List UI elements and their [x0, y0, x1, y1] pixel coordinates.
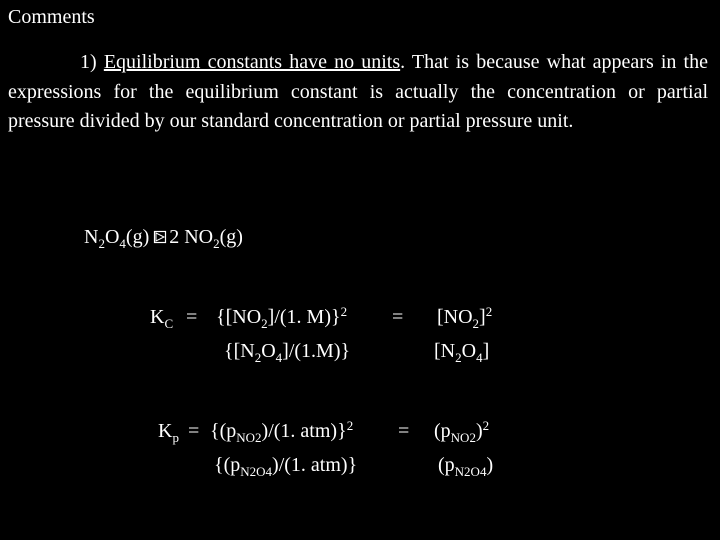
explanation-text: . That is because what appears in the expressions for the equilibrium constant is actually the concentration or partial pressure divided by our standard concentration or partial pressure unit. [8, 51, 708, 132]
kc-equals-1: = [186, 306, 198, 328]
kp-num-close: )/(1. atm)} [261, 420, 347, 442]
kc-equals-2: = [392, 306, 404, 328]
kc-rnum-open: [NO [437, 306, 473, 328]
kc-rnum-sub: 2 [472, 316, 480, 331]
kc-den-sub2: 4 [275, 350, 283, 365]
kp-denominator [214, 454, 357, 477]
kp-label [158, 420, 179, 443]
kc-label [150, 306, 173, 329]
product-phase: (g) [219, 226, 243, 248]
kc-rden-sub1: 2 [455, 350, 462, 365]
kc-denominator [224, 340, 350, 363]
equilibrium-arrow-icon [153, 230, 167, 244]
kc-rden-sub2: 4 [476, 350, 483, 365]
kp-num-open: {(p [210, 420, 237, 442]
kp-rnum-close: ) [475, 420, 483, 442]
slide-title: Comments [8, 6, 95, 28]
reactant-sub-2: 2 [98, 236, 105, 251]
kp-rden-open: (p [438, 454, 455, 476]
kc-result-denominator [434, 340, 489, 363]
kc-num-exp: 2 [340, 304, 348, 319]
reactant-sub-4: 4 [119, 236, 126, 251]
kc-rnum-exp: 2 [485, 304, 493, 319]
kc-k: K [150, 306, 165, 328]
kp-rden-sub: N2O4 [454, 464, 487, 479]
kp-k: K [158, 420, 173, 442]
kp-num-sub: NO2 [236, 430, 262, 445]
underlined-statement: Equilibrium constants have no units [103, 51, 401, 73]
kc-numerator [216, 306, 347, 329]
kc-den-mid: O [261, 340, 276, 362]
point-number: 1) [80, 51, 97, 73]
kc-sub: C [164, 316, 174, 331]
kc-rnum-close: ] [479, 306, 486, 328]
kc-rden-close: ] [482, 340, 490, 362]
kc-den-close: ]/(1.M)} [282, 340, 351, 362]
kp-equals-2: = [398, 420, 410, 442]
kc-rden-open: [N [434, 340, 456, 362]
kc-den-sub1: 2 [254, 350, 262, 365]
reactant-phase: (g) [125, 226, 150, 248]
kc-num-sub: 2 [261, 316, 268, 331]
kp-rden-close: ) [486, 454, 494, 476]
kp-result-numerator [434, 420, 489, 443]
kc-rden-mid: O [461, 340, 477, 362]
kp-den-open: {(p [214, 454, 241, 476]
reaction-equation [84, 226, 243, 249]
kp-sub: p [172, 430, 179, 445]
kp-rnum-open: (p [434, 420, 451, 442]
product-sub-2: 2 [213, 236, 220, 251]
kc-num-open: {[NO [216, 306, 262, 328]
kp-rnum-exp: 2 [482, 418, 490, 433]
reactant-o: O [104, 226, 120, 248]
kp-den-close: )/(1. atm)} [272, 454, 358, 476]
kp-rnum-sub: NO2 [450, 430, 476, 445]
kp-num-exp: 2 [346, 418, 354, 433]
kp-result-denominator [438, 454, 493, 477]
comment-paragraph [8, 48, 708, 137]
reactant-n: N [84, 226, 99, 248]
kc-den-open: {[N [224, 340, 255, 362]
kp-equals-1: = [188, 420, 200, 442]
kc-num-close: ]/(1. M)} [267, 306, 341, 328]
kp-den-sub: N2O4 [240, 464, 273, 479]
product-no: 2 NO [169, 226, 214, 248]
kc-result-numerator [437, 306, 492, 329]
kp-numerator [210, 420, 353, 443]
